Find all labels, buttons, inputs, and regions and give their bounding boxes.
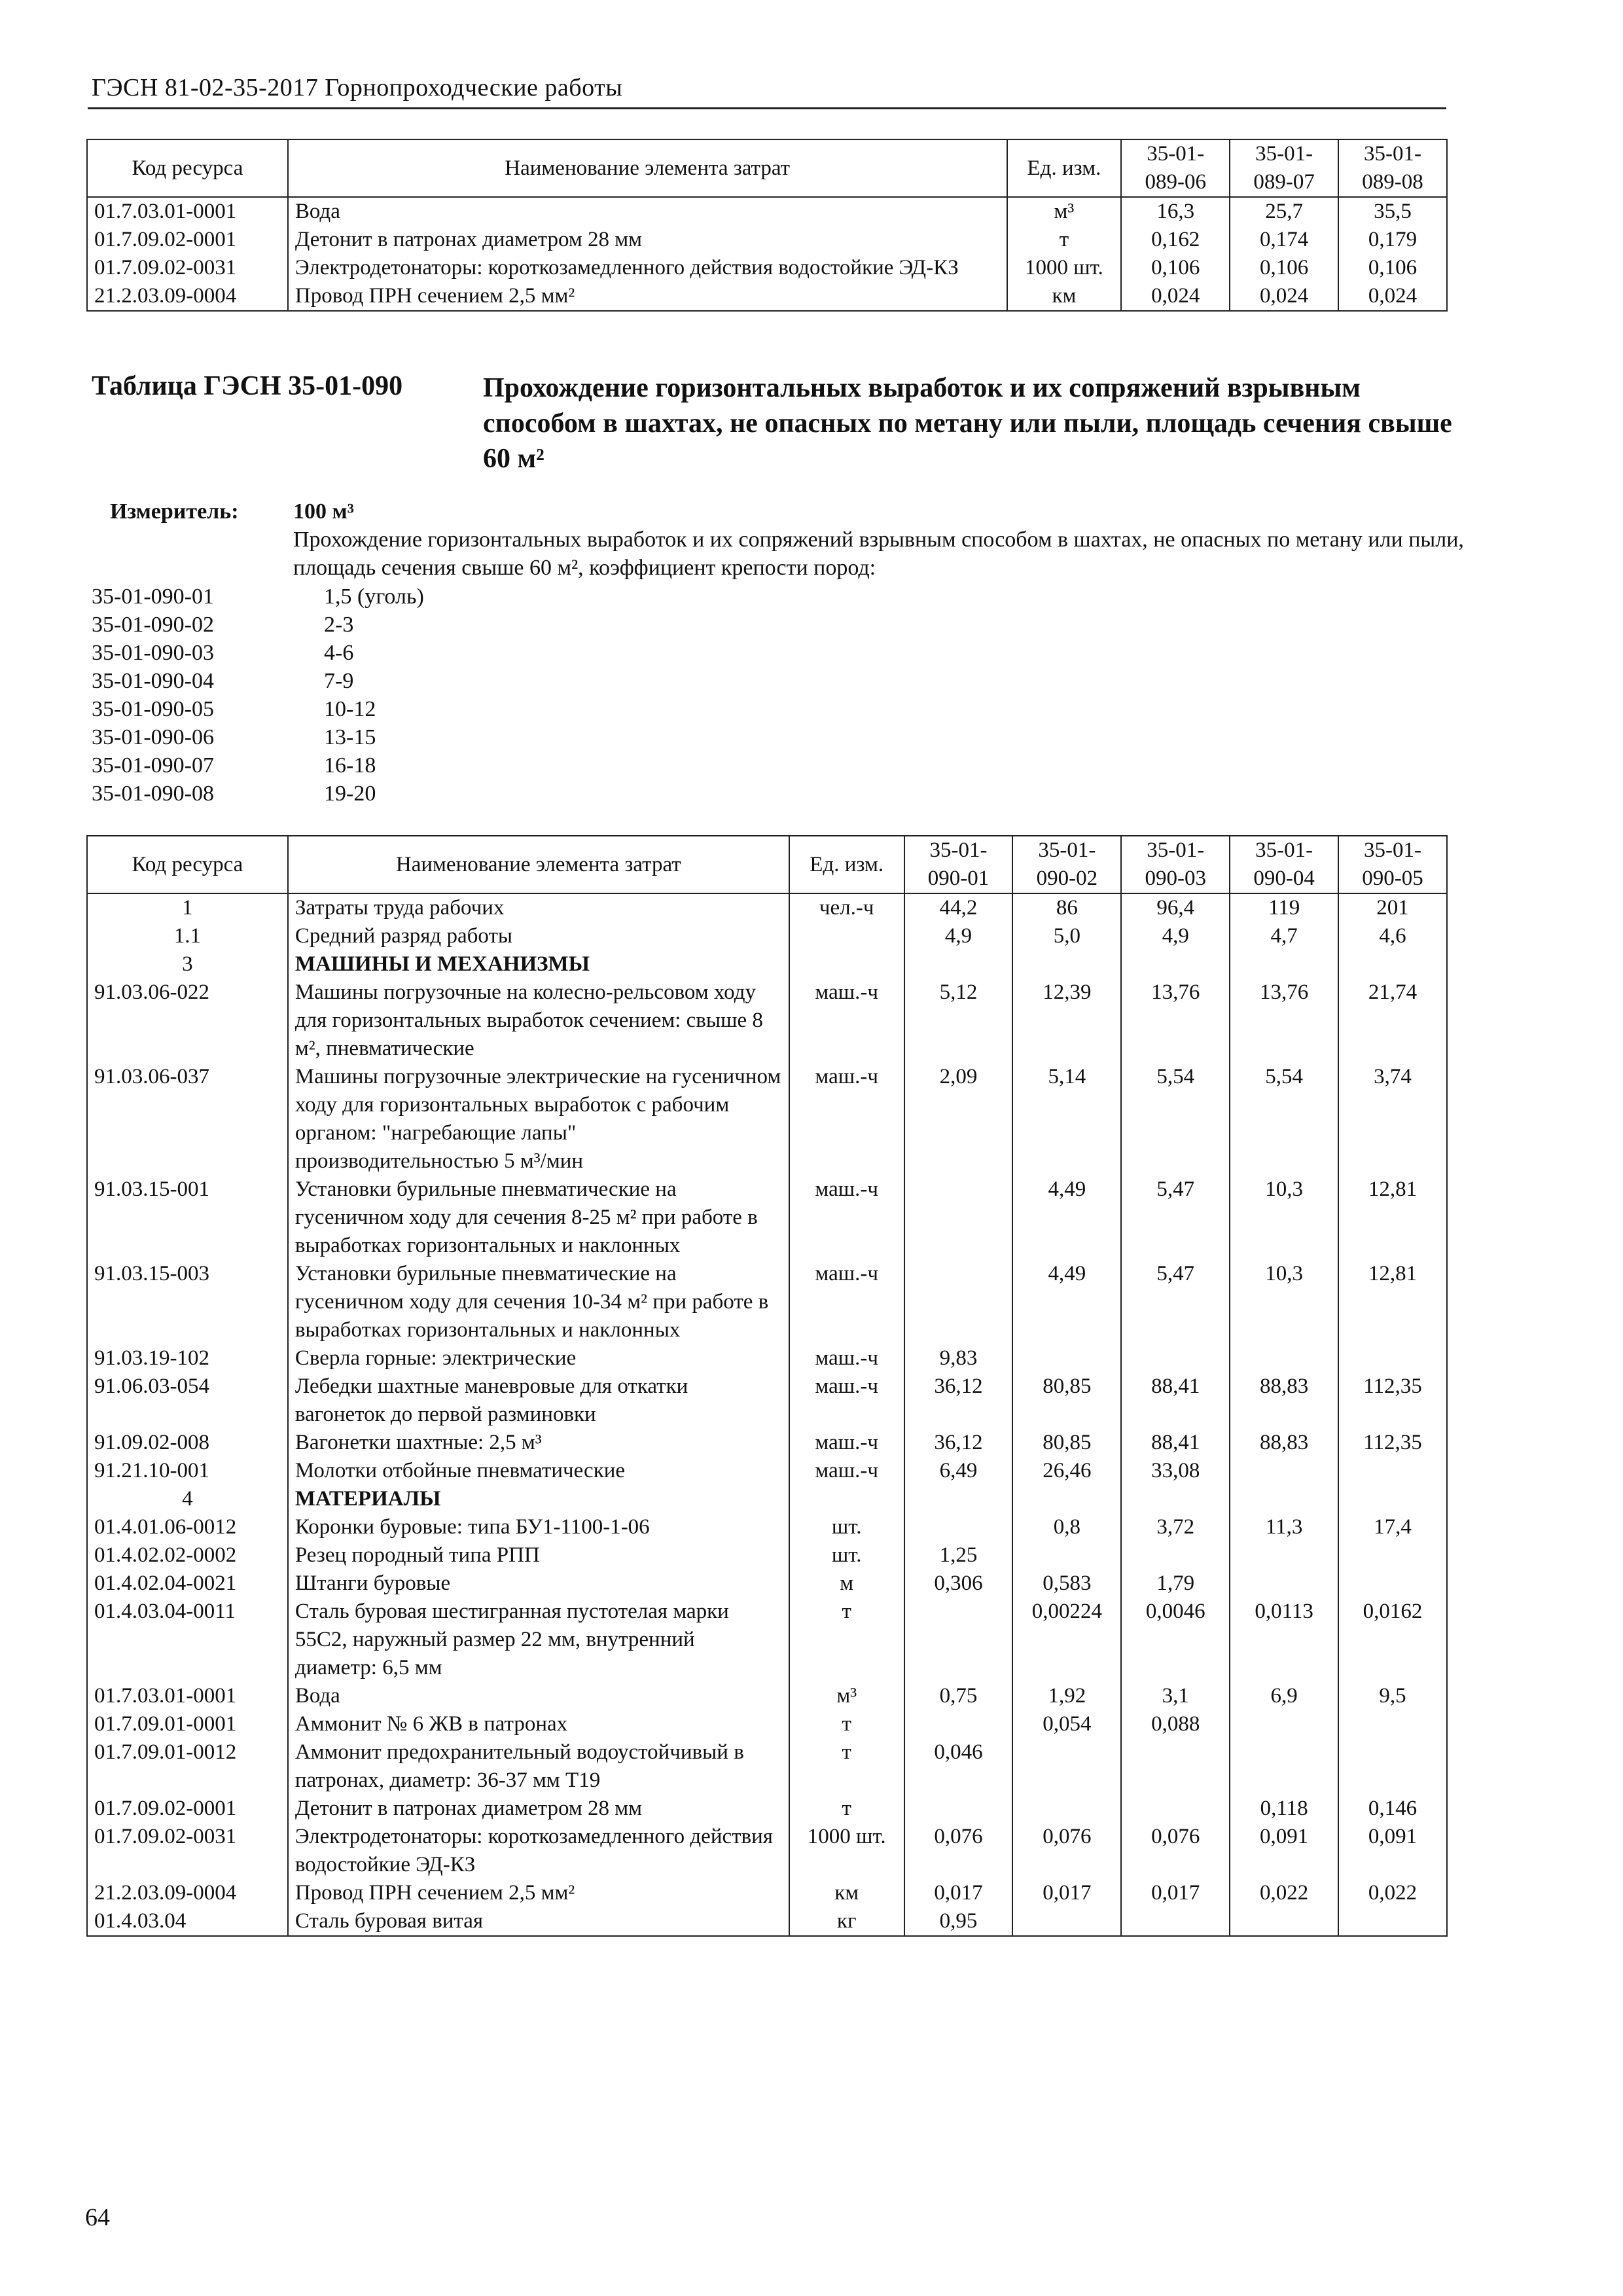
- value-cell: 0,024: [1121, 282, 1230, 311]
- cost-element-name-cell: Сталь буровая витая: [288, 1907, 789, 1936]
- value-cell: 86: [1012, 893, 1121, 922]
- value-cell: [1230, 1457, 1338, 1485]
- value-cell: 0,088: [1121, 1710, 1230, 1738]
- value-cell: 1,25: [904, 1541, 1013, 1570]
- value-cell: 0,146: [1338, 1795, 1447, 1823]
- value-cell: 5,47: [1121, 1260, 1230, 1344]
- norm-code-item: [92, 780, 746, 808]
- value-cell: 44,2: [904, 893, 1013, 922]
- resource-code-cell: 01.7.09.01-0012: [87, 1738, 288, 1795]
- resource-code-cell: 21.2.03.09-0004: [87, 282, 288, 311]
- hardness-coefficient: 10-12: [324, 697, 376, 721]
- value-cell: 0,0113: [1230, 1598, 1338, 1682]
- value-cell: 9,83: [904, 1344, 1013, 1372]
- value-cell: 119: [1230, 893, 1338, 922]
- value-cell: [1230, 1570, 1338, 1598]
- table-header-row: [87, 836, 1447, 893]
- value-cell: [1230, 1485, 1338, 1513]
- value-cell: [904, 1795, 1013, 1823]
- column-header: 35-01-089-07: [1230, 139, 1338, 197]
- table-row: [87, 922, 1447, 950]
- value-cell: [1338, 1541, 1447, 1570]
- table-row: [87, 1738, 1447, 1795]
- value-cell: 21,74: [1338, 978, 1447, 1063]
- table-row: [87, 978, 1447, 1063]
- unit-cell: маш.-ч: [789, 1344, 904, 1372]
- unit-cell: т: [789, 1598, 904, 1682]
- unit-cell: маш.-ч: [789, 1457, 904, 1485]
- value-cell: 33,08: [1121, 1457, 1230, 1485]
- value-cell: [1012, 1485, 1121, 1513]
- value-cell: [1012, 1795, 1121, 1823]
- value-cell: 25,7: [1230, 197, 1338, 226]
- value-cell: [1338, 1485, 1447, 1513]
- value-cell: 11,3: [1230, 1513, 1338, 1541]
- table-row: [87, 1485, 1447, 1513]
- unit-cell: [789, 950, 904, 978]
- norm-code-list: [92, 583, 746, 808]
- resource-code-cell: 01.7.09.02-0031: [87, 254, 288, 282]
- unit-cell: м³: [1007, 197, 1122, 226]
- value-cell: 0,106: [1121, 254, 1230, 282]
- resource-code-cell: 01.4.02.04-0021: [87, 1570, 288, 1598]
- table-row: [87, 1457, 1447, 1485]
- value-cell: 5,54: [1230, 1063, 1338, 1175]
- resource-table-089: [86, 139, 1448, 312]
- norm-code-item: [92, 611, 746, 639]
- value-cell: 96,4: [1121, 893, 1230, 922]
- value-cell: 3,74: [1338, 1063, 1447, 1175]
- value-cell: [1012, 950, 1121, 978]
- column-header: Код ресурса: [87, 836, 288, 893]
- resource-code-cell: 01.4.01.06-0012: [87, 1513, 288, 1541]
- unit-cell: 1000 шт.: [1007, 254, 1122, 282]
- resource-code-cell: 01.7.09.02-0001: [87, 226, 288, 254]
- value-cell: [1230, 1710, 1338, 1738]
- value-cell: [1230, 950, 1338, 978]
- unit-cell: маш.-ч: [789, 1175, 904, 1260]
- norm-code: 35-01-090-07: [92, 753, 214, 778]
- value-cell: 0,106: [1338, 254, 1447, 282]
- value-cell: 3,72: [1121, 1513, 1230, 1541]
- table-row: [87, 1175, 1447, 1260]
- value-cell: [904, 1513, 1013, 1541]
- column-header: 35-01-089-08: [1338, 139, 1447, 197]
- value-cell: 36,12: [904, 1429, 1013, 1457]
- hardness-coefficient: 19-20: [324, 781, 376, 806]
- value-cell: 26,46: [1012, 1457, 1121, 1485]
- norm-code: 35-01-090-04: [92, 669, 214, 693]
- resource-code-cell: 91.09.02-008: [87, 1429, 288, 1457]
- table-body: [87, 197, 1447, 311]
- resource-code-cell: 91.03.06-037: [87, 1063, 288, 1175]
- cost-element-name-cell: Сталь буровая шестигранная пустотелая марки 55С2, наружный размер 22 мм, внутренний диаметр: 6,5 мм: [288, 1598, 789, 1682]
- table-title: Прохождение горизонтальных выработок и их сопряжений взрывным способом в шахтах, не опасных по метану или пыли, площадь сечения свыше 60 м²: [483, 373, 1452, 474]
- resource-code-cell: 01.4.03.04: [87, 1907, 288, 1936]
- value-cell: 16,3: [1121, 197, 1230, 226]
- cost-element-name-cell: Сверла горные: электрические: [288, 1344, 789, 1372]
- meter-label: Измеритель:: [110, 499, 239, 524]
- value-cell: 1,79: [1121, 1570, 1230, 1598]
- unit-cell: маш.-ч: [789, 1429, 904, 1457]
- resource-code-cell: 91.03.15-003: [87, 1260, 288, 1344]
- resource-code-cell: 01.7.09.01-0001: [87, 1710, 288, 1738]
- resource-code-cell: 01.7.03.01-0001: [87, 197, 288, 226]
- value-cell: 0,076: [904, 1823, 1013, 1879]
- value-cell: [1230, 1344, 1338, 1372]
- unit-cell: маш.-ч: [789, 1372, 904, 1429]
- unit-cell: кг: [789, 1907, 904, 1936]
- value-cell: 0,583: [1012, 1570, 1121, 1598]
- value-cell: 2,09: [904, 1063, 1013, 1175]
- value-cell: [1012, 1907, 1121, 1936]
- meter-unit: 100 м³: [293, 499, 354, 524]
- value-cell: 0,091: [1338, 1823, 1447, 1879]
- value-cell: 80,85: [1012, 1429, 1121, 1457]
- table-row: [87, 282, 1447, 311]
- unit-cell: т: [789, 1710, 904, 1738]
- cost-element-name-cell: Вода: [288, 197, 1007, 226]
- cost-element-name-cell: Затраты труда рабочих: [288, 893, 789, 922]
- value-cell: 0,046: [904, 1738, 1013, 1795]
- table-row: [87, 197, 1447, 226]
- unit-cell: м: [789, 1570, 904, 1598]
- value-cell: [1230, 1738, 1338, 1795]
- resource-code-cell: 01.4.03.04-0011: [87, 1598, 288, 1682]
- norm-code: 35-01-090-01: [92, 584, 214, 609]
- value-cell: 0,054: [1012, 1710, 1121, 1738]
- norm-code-item: [92, 583, 746, 611]
- value-cell: 17,4: [1338, 1513, 1447, 1541]
- cost-element-name-cell: Детонит в патронах диаметром 28 мм: [288, 226, 1007, 254]
- value-cell: 9,5: [1338, 1682, 1447, 1710]
- value-cell: [904, 950, 1013, 978]
- value-cell: 0,024: [1230, 282, 1338, 311]
- cost-element-name-cell: Резец породный типа РПП: [288, 1541, 789, 1570]
- value-cell: 36,12: [904, 1372, 1013, 1429]
- value-cell: 201: [1338, 893, 1447, 922]
- value-cell: [1230, 1541, 1338, 1570]
- value-cell: 0,017: [904, 1879, 1013, 1907]
- value-cell: 4,49: [1012, 1260, 1121, 1344]
- cost-element-name-cell: Вода: [288, 1682, 789, 1710]
- cost-element-name-cell: Установки бурильные пневматические на гусеничном ходу для сечения 10-34 м² при работе в выработках горизонтальных и наклонных: [288, 1260, 789, 1344]
- value-cell: [904, 1710, 1013, 1738]
- value-cell: 5,14: [1012, 1063, 1121, 1175]
- value-cell: 4,6: [1338, 922, 1447, 950]
- value-cell: [1121, 1344, 1230, 1372]
- value-cell: [1121, 950, 1230, 978]
- resource-code-cell: 91.03.19-102: [87, 1344, 288, 1372]
- resource-table-090: [86, 835, 1448, 1937]
- value-cell: 4,9: [1121, 922, 1230, 950]
- norm-code: 35-01-090-02: [92, 613, 214, 637]
- value-cell: [1012, 1541, 1121, 1570]
- value-cell: 5,12: [904, 978, 1013, 1063]
- norm-code: 35-01-090-08: [92, 781, 214, 806]
- table-row: [87, 1541, 1447, 1570]
- table-row: [87, 1682, 1447, 1710]
- column-header: 35-01-090-02: [1012, 836, 1121, 893]
- table-row: [87, 1710, 1447, 1738]
- value-cell: 112,35: [1338, 1429, 1447, 1457]
- value-cell: 0,022: [1230, 1879, 1338, 1907]
- resource-code-cell: 91.03.06-022: [87, 978, 288, 1063]
- resource-code-cell: 01.7.03.01-0001: [87, 1682, 288, 1710]
- value-cell: [1121, 1738, 1230, 1795]
- value-cell: 13,76: [1121, 978, 1230, 1063]
- norm-code: 35-01-090-05: [92, 697, 214, 721]
- norm-code-item: [92, 751, 746, 780]
- value-cell: 4,9: [904, 922, 1013, 950]
- cost-element-name-cell: Штанги буровые: [288, 1570, 789, 1598]
- value-cell: [904, 1260, 1013, 1344]
- value-cell: 4,49: [1012, 1175, 1121, 1260]
- unit-cell: шт.: [789, 1513, 904, 1541]
- value-cell: [1338, 1907, 1447, 1936]
- value-cell: 0,179: [1338, 226, 1447, 254]
- column-header: Ед. изм.: [1007, 139, 1122, 197]
- cost-element-name-cell: Электродетонаторы: короткозамедленного действия водостойкие ЭД-КЗ: [288, 254, 1007, 282]
- value-cell: 112,35: [1338, 1372, 1447, 1429]
- cost-element-name-cell: Провод ПРН сечением 2,5 мм²: [288, 1879, 789, 1907]
- column-header: 35-01-089-06: [1121, 139, 1230, 197]
- value-cell: 0,8: [1012, 1513, 1121, 1541]
- value-cell: 4,7: [1230, 922, 1338, 950]
- value-cell: 5,54: [1121, 1063, 1230, 1175]
- value-cell: 88,41: [1121, 1372, 1230, 1429]
- cost-element-name-cell: Машины погрузочные на колесно-рельсовом ходу для горизонтальных выработок сечением: свыше 8 м², пневматические: [288, 978, 789, 1063]
- value-cell: 5,0: [1012, 922, 1121, 950]
- cost-element-name-cell: Молотки отбойные пневматические: [288, 1457, 789, 1485]
- value-cell: [1338, 1710, 1447, 1738]
- resource-code-cell: 91.06.03-054: [87, 1372, 288, 1429]
- cost-element-name-cell: Установки бурильные пневматические на гусеничном ходу для сечения 8-25 м² при работе в выработках горизонтальных и наклонных: [288, 1175, 789, 1260]
- table-row: [87, 893, 1447, 922]
- resource-code-cell: 1: [87, 893, 288, 922]
- value-cell: [1338, 950, 1447, 978]
- value-cell: 0,076: [1012, 1823, 1121, 1879]
- resource-code-cell: 21.2.03.09-0004: [87, 1879, 288, 1907]
- cost-element-name-cell: Провод ПРН сечением 2,5 мм²: [288, 282, 1007, 311]
- unit-cell: т: [789, 1795, 904, 1823]
- cost-element-name-cell: Аммонит предохранительный водоустойчивый в патронах, диаметр: 36-37 мм Т19: [288, 1738, 789, 1795]
- value-cell: [904, 1175, 1013, 1260]
- column-header: 35-01-090-05: [1338, 836, 1447, 893]
- table-row: [87, 226, 1447, 254]
- hardness-coefficient: 13-15: [324, 725, 376, 749]
- value-cell: 0,118: [1230, 1795, 1338, 1823]
- value-cell: 88,41: [1121, 1429, 1230, 1457]
- value-cell: 0,017: [1012, 1879, 1121, 1907]
- value-cell: 0,75: [904, 1682, 1013, 1710]
- table-row: [87, 1372, 1447, 1429]
- section-heading-cell: МАШИНЫ И МЕХАНИЗМЫ: [288, 950, 789, 978]
- value-cell: 0,017: [1121, 1879, 1230, 1907]
- value-cell: [1338, 1344, 1447, 1372]
- column-header: Наименование элемента затрат: [288, 139, 1007, 197]
- unit-cell: шт.: [789, 1541, 904, 1570]
- value-cell: [1121, 1485, 1230, 1513]
- value-cell: 0,174: [1230, 226, 1338, 254]
- value-cell: [1230, 1907, 1338, 1936]
- norm-code-item: [92, 667, 746, 695]
- resource-code-cell: 01.4.02.02-0002: [87, 1541, 288, 1570]
- table-row: [87, 1823, 1447, 1879]
- value-cell: [1338, 1738, 1447, 1795]
- resource-code-cell: 1.1: [87, 922, 288, 950]
- column-header: Код ресурса: [87, 139, 288, 197]
- value-cell: 88,83: [1230, 1429, 1338, 1457]
- norm-code: 35-01-090-06: [92, 725, 214, 749]
- section-heading-cell: МАТЕРИАЛЫ: [288, 1485, 789, 1513]
- value-cell: 0,106: [1230, 254, 1338, 282]
- unit-cell: м³: [789, 1682, 904, 1710]
- unit-cell: 1000 шт.: [789, 1823, 904, 1879]
- resource-code-cell: 91.21.10-001: [87, 1457, 288, 1485]
- value-cell: [904, 1598, 1013, 1682]
- unit-cell: маш.-ч: [789, 978, 904, 1063]
- value-cell: [904, 1485, 1013, 1513]
- value-cell: 12,39: [1012, 978, 1121, 1063]
- value-cell: 12,81: [1338, 1260, 1447, 1344]
- table-number: Таблица ГЭСН 35-01-090: [92, 371, 403, 401]
- table-row: [87, 1879, 1447, 1907]
- unit-cell: маш.-ч: [789, 1063, 904, 1175]
- value-cell: 88,83: [1230, 1372, 1338, 1429]
- table-body: [87, 893, 1447, 1936]
- running-header: ГЭСН 81-02-35-2017 Горнопроходческие работы: [92, 74, 623, 101]
- value-cell: [1012, 1738, 1121, 1795]
- table-row: [87, 1063, 1447, 1175]
- value-cell: [1012, 1344, 1121, 1372]
- hardness-coefficient: 4-6: [324, 641, 354, 665]
- column-header: Ед. изм.: [789, 836, 904, 893]
- resource-code-cell: 4: [87, 1485, 288, 1513]
- hardness-coefficient: 1,5 (уголь): [324, 584, 424, 609]
- hardness-coefficient: 16-18: [324, 753, 376, 778]
- table-row: [87, 1795, 1447, 1823]
- value-cell: 12,81: [1338, 1175, 1447, 1260]
- table-row: [87, 1598, 1447, 1682]
- value-cell: 0,076: [1121, 1823, 1230, 1879]
- resource-code-cell: 01.7.09.02-0031: [87, 1823, 288, 1879]
- value-cell: 13,76: [1230, 978, 1338, 1063]
- value-cell: 0,091: [1230, 1823, 1338, 1879]
- table-row: [87, 1907, 1447, 1936]
- value-cell: 6,9: [1230, 1682, 1338, 1710]
- value-cell: 1,92: [1012, 1682, 1121, 1710]
- table-row: [87, 950, 1447, 978]
- cost-element-name-cell: Лебедки шахтные маневровые для откатки вагонеток до первой разминовки: [288, 1372, 789, 1429]
- resource-code-cell: 01.7.09.02-0001: [87, 1795, 288, 1823]
- value-cell: [1121, 1907, 1230, 1936]
- resource-code-cell: 3: [87, 950, 288, 978]
- table-row: [87, 1429, 1447, 1457]
- cost-element-name-cell: Электродетонаторы: короткозамедленного действия водостойкие ЭД-КЗ: [288, 1823, 789, 1879]
- value-cell: 10,3: [1230, 1175, 1338, 1260]
- table-row: [87, 1570, 1447, 1598]
- value-cell: 0,95: [904, 1907, 1013, 1936]
- value-cell: 3,1: [1121, 1682, 1230, 1710]
- column-header: 35-01-090-04: [1230, 836, 1338, 893]
- cost-element-name-cell: Коронки буровые: типа БУ1-1100-1-06: [288, 1513, 789, 1541]
- meter-description: Прохождение горизонтальных выработок и их сопряжений взрывным способом в шахтах, не опасных по метану или пыли, площадь сечения свыше 60 м², коэффициент крепости пород:: [293, 528, 1464, 580]
- unit-cell: т: [789, 1738, 904, 1795]
- value-cell: [1121, 1541, 1230, 1570]
- value-cell: 0,00224: [1012, 1598, 1121, 1682]
- table-header-row: [87, 139, 1447, 197]
- column-header: Наименование элемента затрат: [288, 836, 789, 893]
- value-cell: 0,022: [1338, 1879, 1447, 1907]
- value-cell: [1121, 1795, 1230, 1823]
- unit-cell: чел.-ч: [789, 893, 904, 922]
- cost-element-name-cell: Машины погрузочные электрические на гусеничном ходу для горизонтальных выработок с рабочим органом: "нагребающие лапы" производительностью 5 м³/мин: [288, 1063, 789, 1175]
- value-cell: 80,85: [1012, 1372, 1121, 1429]
- header-rule: [88, 107, 1446, 109]
- norm-code: 35-01-090-03: [92, 641, 214, 665]
- unit-cell: км: [789, 1879, 904, 1907]
- resource-code-cell: 91.03.15-001: [87, 1175, 288, 1260]
- value-cell: 6,49: [904, 1457, 1013, 1485]
- value-cell: 0,306: [904, 1570, 1013, 1598]
- value-cell: 5,47: [1121, 1175, 1230, 1260]
- table-row: [87, 254, 1447, 282]
- norm-code-item: [92, 695, 746, 723]
- unit-cell: [789, 922, 904, 950]
- unit-cell: маш.-ч: [789, 1260, 904, 1344]
- unit-cell: [789, 1485, 904, 1513]
- unit-cell: км: [1007, 282, 1122, 311]
- hardness-coefficient: 2-3: [324, 613, 354, 637]
- column-header: 35-01-090-01: [904, 836, 1013, 893]
- cost-element-name-cell: Средний разряд работы: [288, 922, 789, 950]
- page-number: 64: [85, 2204, 110, 2231]
- table-row: [87, 1344, 1447, 1372]
- cost-element-name-cell: Вагонетки шахтные: 2,5 м³: [288, 1429, 789, 1457]
- table-row: [87, 1513, 1447, 1541]
- value-cell: [1338, 1457, 1447, 1485]
- value-cell: 0,162: [1121, 226, 1230, 254]
- column-header: 35-01-090-03: [1121, 836, 1230, 893]
- value-cell: 35,5: [1338, 197, 1447, 226]
- norm-code-item: [92, 723, 746, 751]
- hardness-coefficient: 7-9: [324, 669, 354, 693]
- value-cell: 0,0162: [1338, 1598, 1447, 1682]
- cost-element-name-cell: Детонит в патронах диаметром 28 мм: [288, 1795, 789, 1823]
- value-cell: 10,3: [1230, 1260, 1338, 1344]
- value-cell: [1338, 1570, 1447, 1598]
- value-cell: 0,0046: [1121, 1598, 1230, 1682]
- norm-code-item: [92, 639, 746, 667]
- value-cell: 0,024: [1338, 282, 1447, 311]
- cost-element-name-cell: Аммонит № 6 ЖВ в патронах: [288, 1710, 789, 1738]
- table-row: [87, 1260, 1447, 1344]
- unit-cell: т: [1007, 226, 1122, 254]
